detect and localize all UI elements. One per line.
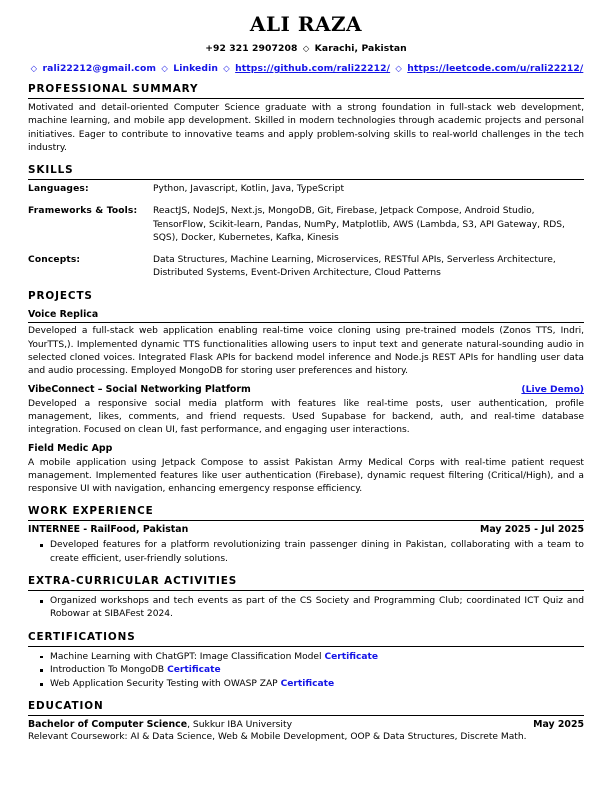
certifications-list xyxy=(28,651,584,692)
list-item: Developed features for a platform revolutionizing train passenger dining in Pakistan, collaborating with a team to create efficient, user-friendly solutions. xyxy=(28,539,584,566)
list-item xyxy=(28,678,584,691)
skills-table xyxy=(28,183,584,281)
project-divider xyxy=(28,322,584,323)
section-divider xyxy=(28,98,584,99)
skill-label: Languages: xyxy=(28,184,89,195)
section-heading-certifications: CERTIFICATIONS xyxy=(28,630,136,643)
certification-text: Introduction To MongoDB xyxy=(50,665,165,676)
skill-value: ReactJS, NodeJS, Next.js, MongoDB, Git, Firebase, Jetpack Compose, Android Studio, TensorFlow, Scikit-learn, Pandas, NumPy, Matplotlib, AWS (Lambda, S3, API Gateway, RDS, SQS), Docker, Kubernetes, Kafka, Kinesis xyxy=(153,206,565,243)
list-item: Organized workshops and tech events as part of the CS Society and Programming Club; coordinated ICT Quiz and Robowar at SIBAFest 2024. xyxy=(28,595,584,622)
phone-number: +92 321 2907208 xyxy=(205,43,298,54)
project-title: Voice Replica xyxy=(28,308,99,320)
section-heading-education: EDUCATION xyxy=(28,700,104,713)
leetcode-link[interactable]: https://leetcode.com/u/rali22212/ xyxy=(407,63,584,74)
job-title: INTERNEE - RailFood, Pakistan xyxy=(28,524,189,536)
diamond-icon: ◇ xyxy=(395,63,402,73)
certificate-link[interactable]: Certificate xyxy=(167,665,221,676)
diamond-icon: ◇ xyxy=(30,63,38,73)
section-divider xyxy=(28,520,584,521)
skill-label: Concepts: xyxy=(28,255,81,266)
project-description: Developed a responsive social media platform with features like real-time posts, user authentication, profile management, likes, comments, and friend requests. Used Supabase for backend, auth, and real-time database integration. Focused on clean UI, fast performance, and engaging user interactions. xyxy=(28,398,584,436)
certificate-link[interactable]: Certificate xyxy=(324,651,379,662)
section-heading-summary: PROFESSIONAL SUMMARY xyxy=(28,83,199,95)
section-heading-experience: WORK EXPERIENCE xyxy=(28,505,154,518)
list-item xyxy=(28,651,584,664)
section-divider xyxy=(28,646,584,647)
job-header-row xyxy=(28,524,584,535)
diamond-icon: ◇ xyxy=(161,63,168,73)
activities-bullet-list xyxy=(28,595,584,622)
location-text: Karachi, Pakistan xyxy=(314,43,407,54)
project-title: Field Medic App xyxy=(28,443,113,455)
section-divider xyxy=(28,179,584,180)
education-date: May 2025 xyxy=(533,719,584,731)
degree-name: Bachelor of Computer Science xyxy=(28,719,188,731)
section-heading-projects: PROJECTS xyxy=(28,289,93,302)
job-bullet-list xyxy=(28,539,584,566)
section-heading-skills: SKILLS xyxy=(28,164,74,177)
linkedin-link[interactable]: Linkedin xyxy=(173,63,218,74)
diamond-icon: ◇ xyxy=(223,63,230,73)
section-heading-activities: EXTRA-CURRICULAR ACTIVITIES xyxy=(28,575,238,587)
github-link[interactable]: https://github.com/rali22212/ xyxy=(235,63,391,74)
certificate-link[interactable]: Certificate xyxy=(280,679,335,690)
candidate-name: ALI RAZA xyxy=(249,12,363,36)
project-description: Developed a full-stack web application enabling real-time voice cloning using pre-trained models (Zonos TTS, Indri, YourTTS,). Implemented dynamic TTS functionalities allowing users to input text and generate natural-sounding audio in selected cloned voices. Integrated Flask APIs for backend model inference and Node.js REST APIs for handling user data and audio processing. Employed MongoDB for storing user preferences and history. xyxy=(28,326,584,377)
project-header-row xyxy=(28,384,584,396)
project-description: A mobile application using Jetpack Compose to assist Pakistan Army Medical Corps with real-time patient request management. Implemented features like user authentication (Firebase), dynamic request filtering (Critical/High), and a responsive UI with navigation, enhancing emergency response efficiency. xyxy=(28,457,584,495)
email-link[interactable]: rali22212@gmail.com xyxy=(42,63,157,74)
diamond-icon: ◇ xyxy=(302,43,310,53)
education-row xyxy=(28,719,584,730)
summary-text: Motivated and detail-oriented Computer Science graduate with a strong foundation in full-stack web development, machine learning, and mobile app development. Skilled in modern technologies through academic projects and personal initiatives. Eager to contribute to innovative teams and apply problem-solving skills to real-world challenges in the tech industry. xyxy=(28,103,584,153)
contact-line xyxy=(28,43,584,54)
skill-value: Python, Javascript, Kotlin, Java, TypeScript xyxy=(153,184,345,195)
certification-text: Machine Learning with ChatGPT: Image Classification Model xyxy=(50,651,322,662)
header-links xyxy=(28,63,584,74)
education-degree xyxy=(28,719,292,730)
skill-row xyxy=(28,205,584,245)
skill-value: Data Structures, Machine Learning, Microservices, RESTful APIs, Serverless Architecture, Distributed Systems, Event-Driven Architecture, Cloud Patterns xyxy=(153,255,556,279)
section-divider xyxy=(28,715,584,716)
school-name: , Sukkur IBA University xyxy=(187,719,293,731)
certification-text: Web Application Security Testing with OWASP ZAP xyxy=(50,679,278,690)
live-demo-link[interactable]: (Live Demo) xyxy=(521,384,584,396)
skill-label: Frameworks & Tools: xyxy=(28,206,138,217)
skill-row xyxy=(28,183,584,196)
skill-row xyxy=(28,254,584,281)
list-item xyxy=(28,664,584,677)
section-divider xyxy=(28,590,584,591)
job-dates: May 2025 - Jul 2025 xyxy=(480,524,584,536)
education-coursework: Relevant Coursework: AI & Data Science, Web & Mobile Development, OOP & Data Structures, Discrete Math. xyxy=(28,732,527,743)
project-title: VibeConnect – Social Networking Platform xyxy=(28,384,251,396)
